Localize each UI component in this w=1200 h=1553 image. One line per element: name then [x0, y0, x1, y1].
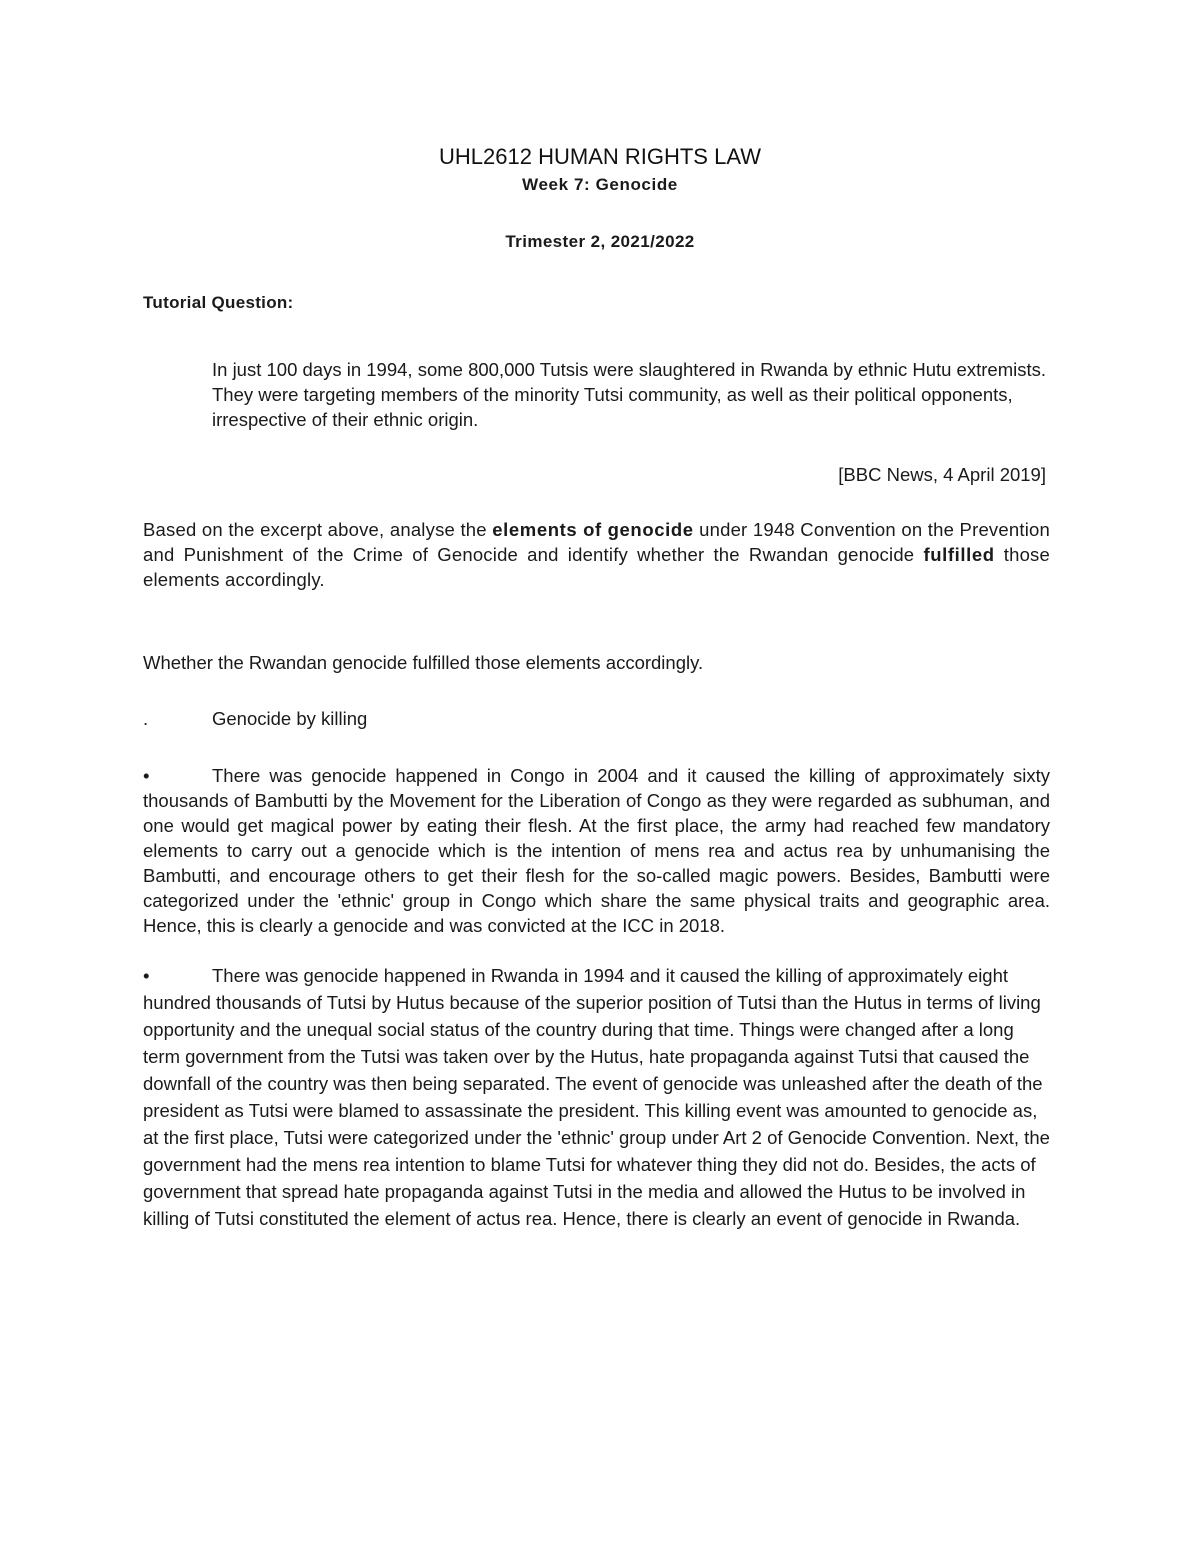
bullet-text-rwanda: There was genocide happened in Rwanda in 1994 and it caused the killing of approximately eight hundred thousands of Tutsi by Hutus because of the superior position of Tutsi than the Hutus in terms of living opportunity and the unequal social status of the country during that time. Things were changed after a long term government from the Tutsi was taken over by the Hutus, hate propaganda against Tutsi that caused the downfall of the country was then being separated. The event of genocide was unleashed after the death of the president as Tutsi were blamed to assassinate the president. This killing event was amounted to genocide as, at the first place, Tutsi were categorized under the 'ethnic' group under Art 2 of Genocide Convention. Next, the government had the mens rea intention to blame Tutsi for whatever thing they did not do. Besides, the acts of government that spread hate propaganda against Tutsi in the media and allowed the Hutus to be involved in killing of Tutsi constituted the element of actus rea. Hence, there is clearly an event of genocide in Rwanda.: [143, 965, 1050, 1229]
bullet-icon: •: [143, 765, 150, 786]
bullet-icon: •: [143, 965, 150, 986]
question-emphasis-fulfilled: fulfilled: [923, 544, 995, 565]
answer-subheading: Whether the Rwandan genocide fulfilled those elements accordingly.: [143, 652, 704, 673]
question-text-3: those elements accordingly.: [143, 544, 1050, 590]
question-text-2: under 1948 Convention on the Prevention and Punishment of the Crime of Genocide and identify whether the Rwandan genocide: [143, 519, 1050, 565]
question-paragraph: [143, 517, 1050, 592]
bullet-paragraph-rwanda: [143, 962, 1050, 1232]
bullet-paragraph-congo: [143, 763, 1050, 938]
excerpt-source: [BBC News, 4 April 2019]: [838, 464, 1046, 485]
list-item-marker: .: [143, 708, 149, 729]
question-text-1: Based on the excerpt above, analyse the: [143, 519, 493, 540]
list-item-title: Genocide by killing: [212, 708, 368, 729]
trimester-label: Trimester 2, 2021/2022: [505, 232, 695, 251]
excerpt-quote: In just 100 days in 1994, some 800,000 Tutsis were slaughtered in Rwanda by ethnic Hutu extremists. They were targeting members of the minority Tutsi community, as well as their political opponents, irrespective of their ethnic origin.: [212, 359, 1046, 430]
week-title: Week 7: Genocide: [522, 175, 678, 194]
bullet-text-congo: There was genocide happened in Congo in 2004 and it caused the killing of approximately sixty thousands of Bambutti by the Movement for the Liberation of Congo as they were regarded as subhuman, and one would get magical power by eating their flesh. At the first place, the army had reached few mandatory elements to carry out a genocide which is the intention of mens rea and actus rea by unhumanising the Bambutti, and encourage others to get their flesh for the so-called magic powers. Besides, Bambutti were categorized under the 'ethnic' group in Congo which share the same physical traits and geographic area. Hence, this is clearly a genocide and was convicted at the ICC in 2018.: [143, 765, 1050, 936]
question-emphasis-elements: elements of genocide: [492, 519, 694, 540]
tutorial-question-heading: Tutorial Question:: [143, 293, 294, 312]
course-title: UHL2612 HUMAN RIGHTS LAW: [439, 144, 761, 169]
